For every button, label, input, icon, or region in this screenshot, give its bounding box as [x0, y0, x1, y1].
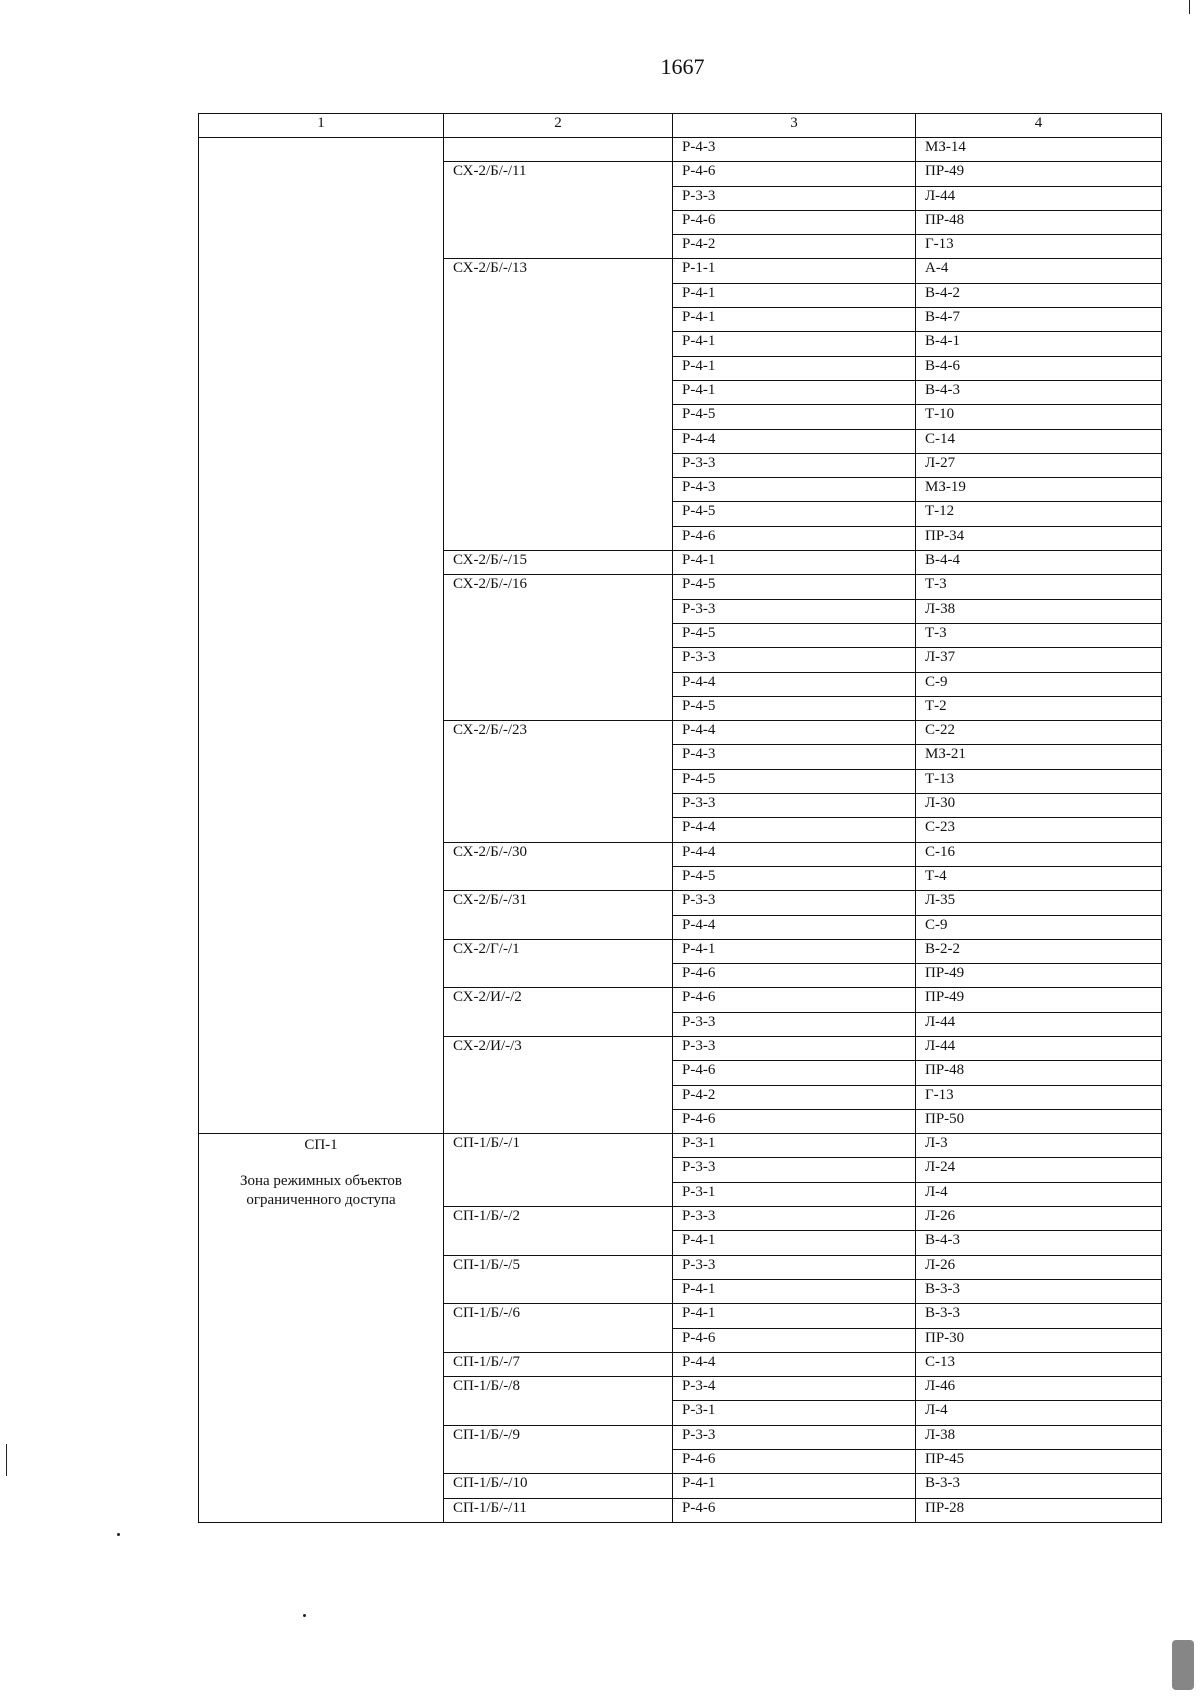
regulation-code-cell: Р-4-5: [673, 769, 916, 793]
reference-code-cell: С-14: [916, 429, 1162, 453]
regulation-code-cell: Р-4-1: [673, 939, 916, 963]
regulation-code-cell: Р-3-3: [673, 794, 916, 818]
object-code-cell: СХ-2/И/-/2: [444, 988, 673, 1037]
header-row: [199, 114, 1162, 138]
reference-code-cell: Л-38: [916, 1425, 1162, 1449]
regulation-code-cell: Р-4-1: [673, 332, 916, 356]
object-code-cell: СХ-2/И/-/3: [444, 1036, 673, 1133]
reference-code-cell: Л-44: [916, 1036, 1162, 1060]
regulation-code-cell: Р-4-6: [673, 1328, 916, 1352]
regulation-code-cell: Р-3-1: [673, 1134, 916, 1158]
regulation-code-cell: Р-4-5: [673, 623, 916, 647]
regulation-code-cell: Р-3-3: [673, 1255, 916, 1279]
reference-code-cell: МЗ-14: [916, 138, 1162, 162]
zone-cell: [199, 138, 444, 1134]
object-code-cell: СП-1/Б/-/5: [444, 1255, 673, 1304]
regulation-code-cell: Р-4-6: [673, 526, 916, 550]
scan-speck: [303, 1614, 306, 1617]
regulation-code-cell: Р-4-6: [673, 1109, 916, 1133]
reference-code-cell: С-9: [916, 672, 1162, 696]
scan-line: [6, 1444, 7, 1476]
reference-code-cell: С-13: [916, 1352, 1162, 1376]
reference-code-cell: В-3-3: [916, 1279, 1162, 1303]
object-code-cell: СП-1/Б/-/7: [444, 1352, 673, 1376]
column-header-4: 4: [916, 114, 1162, 138]
column-header-1: 1: [199, 114, 444, 138]
regulation-code-cell: Р-4-1: [673, 1279, 916, 1303]
regulation-code-cell: Р-4-4: [673, 429, 916, 453]
regulation-code-cell: Р-4-6: [673, 162, 916, 186]
regulation-code-cell: Р-3-3: [673, 1425, 916, 1449]
table-body: [199, 114, 1162, 1523]
reference-code-cell: МЗ-21: [916, 745, 1162, 769]
object-code-cell: СХ-2/Б/-/16: [444, 575, 673, 721]
regulation-code-cell: Р-3-3: [673, 453, 916, 477]
table-row: [199, 138, 1162, 162]
column-header-2: 2: [444, 114, 673, 138]
regulation-code-cell: Р-3-4: [673, 1377, 916, 1401]
reference-code-cell: ПР-49: [916, 988, 1162, 1012]
scan-speck: [117, 1533, 120, 1536]
reference-code-cell: Л-26: [916, 1255, 1162, 1279]
reference-code-cell: Л-26: [916, 1207, 1162, 1231]
reference-code-cell: Т-12: [916, 502, 1162, 526]
regulation-code-cell: Р-4-2: [673, 1085, 916, 1109]
object-code-cell: СХ-2/Б/-/23: [444, 721, 673, 842]
reference-code-cell: ПР-28: [916, 1498, 1162, 1522]
regulation-code-cell: Р-3-3: [673, 1158, 916, 1182]
reference-code-cell: ПР-50: [916, 1109, 1162, 1133]
zone-table: [198, 113, 1162, 1523]
reference-code-cell: Л-30: [916, 794, 1162, 818]
column-header-3: 3: [673, 114, 916, 138]
reference-code-cell: В-4-6: [916, 356, 1162, 380]
reference-code-cell: В-3-3: [916, 1474, 1162, 1498]
object-code-cell: СП-1/Б/-/8: [444, 1377, 673, 1426]
regulation-code-cell: Р-3-1: [673, 1401, 916, 1425]
scan-line: [1189, 0, 1190, 14]
reference-code-cell: Т-4: [916, 866, 1162, 890]
regulation-code-cell: Р-4-1: [673, 283, 916, 307]
reference-code-cell: ПР-48: [916, 1061, 1162, 1085]
reference-code-cell: Г-13: [916, 235, 1162, 259]
reference-code-cell: В-4-4: [916, 551, 1162, 575]
regulation-code-cell: Р-4-1: [673, 1304, 916, 1328]
regulation-code-cell: Р-3-3: [673, 599, 916, 623]
reference-code-cell: ПР-48: [916, 210, 1162, 234]
regulation-code-cell: Р-3-3: [673, 1036, 916, 1060]
regulation-code-cell: Р-4-5: [673, 575, 916, 599]
regulation-code-cell: Р-4-1: [673, 356, 916, 380]
object-code-cell: СП-1/Б/-/2: [444, 1207, 673, 1256]
regulation-code-cell: Р-4-5: [673, 405, 916, 429]
object-code-cell: СП-1/Б/-/10: [444, 1474, 673, 1498]
reference-code-cell: Л-35: [916, 891, 1162, 915]
regulation-code-cell: Р-4-1: [673, 308, 916, 332]
reference-code-cell: ПР-49: [916, 162, 1162, 186]
reference-code-cell: Л-4: [916, 1182, 1162, 1206]
regulation-code-cell: Р-4-6: [673, 1498, 916, 1522]
regulation-code-cell: Р-4-5: [673, 696, 916, 720]
regulation-code-cell: Р-3-3: [673, 1207, 916, 1231]
regulation-code-cell: Р-4-2: [673, 235, 916, 259]
table-row: [199, 1134, 1162, 1158]
reference-code-cell: Л-27: [916, 453, 1162, 477]
page-number: 1667: [660, 54, 705, 79]
reference-code-cell: В-4-1: [916, 332, 1162, 356]
object-code-cell: СХ-2/Г/-/1: [444, 939, 673, 988]
reference-code-cell: Л-24: [916, 1158, 1162, 1182]
regulation-code-cell: Р-4-6: [673, 210, 916, 234]
reference-code-cell: Т-2: [916, 696, 1162, 720]
reference-code-cell: В-4-3: [916, 380, 1162, 404]
regulation-code-cell: Р-4-1: [673, 1474, 916, 1498]
reference-code-cell: Т-13: [916, 769, 1162, 793]
reference-code-cell: Т-3: [916, 623, 1162, 647]
regulation-code-cell: Р-4-6: [673, 1450, 916, 1474]
object-code-cell: [444, 138, 673, 162]
reference-code-cell: Т-3: [916, 575, 1162, 599]
scan-smudge: [1172, 1640, 1194, 1690]
regulation-code-cell: Р-4-6: [673, 1061, 916, 1085]
regulation-code-cell: Р-4-4: [673, 915, 916, 939]
regulation-code-cell: Р-4-6: [673, 964, 916, 988]
regulation-code-cell: Р-4-1: [673, 551, 916, 575]
reference-code-cell: В-2-2: [916, 939, 1162, 963]
zone-name: Зона режимных объектов ограниченного доступа: [239, 1173, 403, 1209]
regulation-code-cell: Р-1-1: [673, 259, 916, 283]
reference-code-cell: А-4: [916, 259, 1162, 283]
object-code-cell: СХ-2/Б/-/15: [444, 551, 673, 575]
reference-code-cell: В-3-3: [916, 1304, 1162, 1328]
reference-code-cell: Л-4: [916, 1401, 1162, 1425]
regulation-code-cell: Р-4-4: [673, 672, 916, 696]
reference-code-cell: МЗ-19: [916, 478, 1162, 502]
regulation-code-cell: Р-4-1: [673, 380, 916, 404]
reference-code-cell: В-4-3: [916, 1231, 1162, 1255]
regulation-code-cell: Р-4-3: [673, 138, 916, 162]
object-code-cell: СХ-2/Б/-/30: [444, 842, 673, 891]
regulation-code-cell: Р-4-4: [673, 842, 916, 866]
object-code-cell: СП-1/Б/-/6: [444, 1304, 673, 1353]
regulation-code-cell: Р-3-3: [673, 648, 916, 672]
object-code-cell: СХ-2/Б/-/13: [444, 259, 673, 551]
regulation-code-cell: Р-4-4: [673, 1352, 916, 1376]
reference-code-cell: Л-3: [916, 1134, 1162, 1158]
reference-code-cell: Л-37: [916, 648, 1162, 672]
reference-code-cell: В-4-2: [916, 283, 1162, 307]
reference-code-cell: Г-13: [916, 1085, 1162, 1109]
reference-code-cell: Л-44: [916, 186, 1162, 210]
regulation-code-cell: Р-3-1: [673, 1182, 916, 1206]
reference-code-cell: ПР-34: [916, 526, 1162, 550]
regulation-code-cell: Р-4-1: [673, 1231, 916, 1255]
reference-code-cell: ПР-30: [916, 1328, 1162, 1352]
regulation-code-cell: Р-3-3: [673, 1012, 916, 1036]
reference-code-cell: Т-10: [916, 405, 1162, 429]
regulation-code-cell: Р-3-3: [673, 186, 916, 210]
zone-cell: [199, 1134, 444, 1523]
reference-code-cell: С-16: [916, 842, 1162, 866]
regulation-code-cell: Р-4-5: [673, 866, 916, 890]
reference-code-cell: ПР-45: [916, 1450, 1162, 1474]
reference-code-cell: Л-46: [916, 1377, 1162, 1401]
object-code-cell: СП-1/Б/-/11: [444, 1498, 673, 1522]
regulation-code-cell: Р-4-5: [673, 502, 916, 526]
object-code-cell: СП-1/Б/-/1: [444, 1134, 673, 1207]
object-code-cell: СХ-2/Б/-/11: [444, 162, 673, 259]
object-code-cell: СХ-2/Б/-/31: [444, 891, 673, 940]
reference-code-cell: ПР-49: [916, 964, 1162, 988]
reference-code-cell: Л-44: [916, 1012, 1162, 1036]
regulation-code-cell: Р-4-6: [673, 988, 916, 1012]
reference-code-cell: Л-38: [916, 599, 1162, 623]
regulation-code-cell: Р-3-3: [673, 891, 916, 915]
regulation-code-cell: Р-4-4: [673, 721, 916, 745]
reference-code-cell: С-9: [916, 915, 1162, 939]
reference-code-cell: С-22: [916, 721, 1162, 745]
reference-code-cell: В-4-7: [916, 308, 1162, 332]
regulation-code-cell: Р-4-3: [673, 478, 916, 502]
reference-code-cell: С-23: [916, 818, 1162, 842]
zone-code: СП-1: [304, 1137, 338, 1154]
regulation-code-cell: Р-4-4: [673, 818, 916, 842]
object-code-cell: СП-1/Б/-/9: [444, 1425, 673, 1474]
regulation-code-cell: Р-4-3: [673, 745, 916, 769]
